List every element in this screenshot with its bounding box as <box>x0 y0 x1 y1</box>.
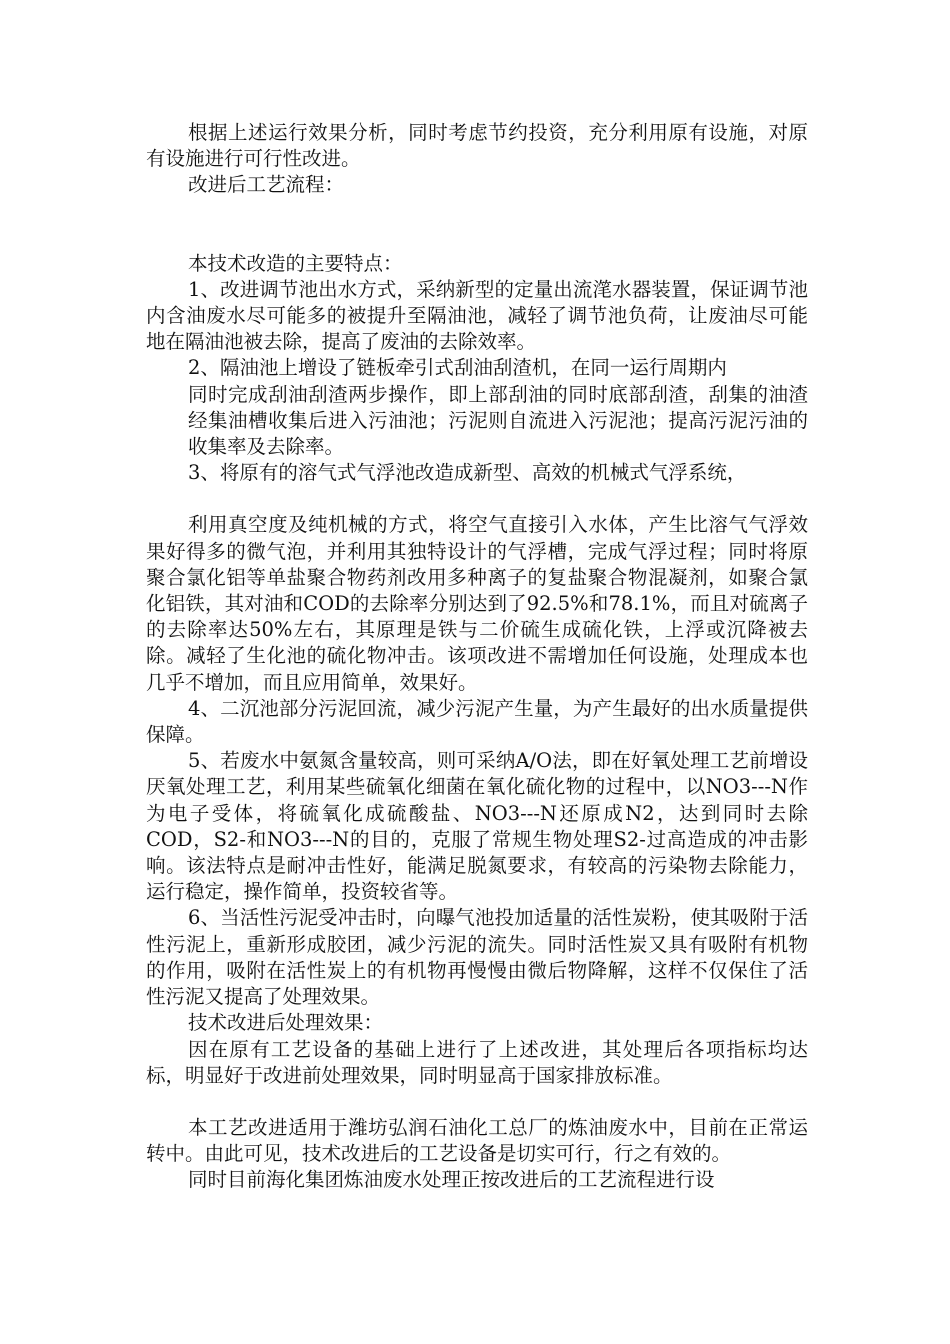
paragraph-intro: 根据上述运行效果分析，同时考虑节约投资，充分利用原有设施，对原有设施进行可行性改进。 <box>146 121 808 171</box>
paragraph-feature-5: 5、若废水中氨氮含量较高，则可采纳A/O法，即在好氧处理工艺前增设厌氧处理工艺，利用某些硫氧化细菌在氧化硫化物的过程中，以NO3---N作为电子受体，将硫氧化成硫酸盐、NO3---N还原成N2，达到同时去除COD，S2-和NO3---N的目的，克服了常规生物处理S2-过高造成的冲击影响。该法特点是耐冲击性好，能满足脱氮要求，有较高的污染物去除能力，运行稳定，操作简单，投资较省等。 <box>146 749 808 904</box>
heading-process-flow: 改进后工艺流程： <box>188 173 345 197</box>
document-body <box>146 120 808 1194</box>
paragraph-results: 因在原有工艺设备的基础上进行了上述改进，其处理后各项指标均达标，明显好于改进前处理效果，同时明显高于国家排放标准。 <box>146 1037 808 1087</box>
paragraph-feature-1: 1、改进调节池出水方式，采纳新型的定量出流滗水器装置，保证调节池内含油废水尽可能多的被提升至隔油池，减轻了调节池负荷，让废油尽可能地在隔油池被去除，提高了废油的去除效率。 <box>146 277 808 354</box>
spacer <box>146 486 808 512</box>
paragraph-feature-2: 2、隔油池上增设了链板牵引式刮油刮渣机，在同一运行周期内 <box>188 356 727 380</box>
paragraph-feature-2-cont: 同时完成刮油刮渣两步操作，即上部刮油的同时底部刮渣，刮集的油渣经集油槽收集后进入污油池；污泥则自流进入污泥池；提高污泥污油的收集率及去除率。 <box>188 382 808 459</box>
heading-main-features: 本技术改造的主要特点： <box>188 251 403 275</box>
paragraph-feature-3: 3、将原有的溶气式气浮池改造成新型、高效的机械式气浮系统， <box>188 461 747 485</box>
paragraph-haihua: 同时目前海化集团炼油废水处理正按改进后的工艺流程进行设 <box>188 1168 715 1192</box>
flowchart-placeholder <box>146 199 808 251</box>
spacer <box>146 1089 808 1115</box>
paragraph-feature-4: 4、二沉池部分污泥回流，减少污泥产生量，为产生最好的出水质量提供保障。 <box>146 696 808 747</box>
heading-results: 技术改进后处理效果： <box>188 1011 384 1035</box>
paragraph-feature-6: 6、当活性污泥受冲击时，向曝气池投加适量的活性炭粉，使其吸附于活性污泥上，重新形成胶团，减少污泥的流失。同时活性炭又具有吸附有机物的作用，吸附在活性炭上的有机物再慢慢由微后物降解，这样不仅保住了活性污泥又提高了处理效果。 <box>146 906 808 1009</box>
paragraph-feature-3-cont: 利用真空度及纯机械的方式，将空气直接引入水体，产生比溶气气浮效果好得多的微气泡，并利用其独特设计的气浮槽，完成气浮过程；同时将原聚合氯化铝等单盐聚合物药剂改用多种离子的复盐聚合物混凝剂，如聚合氯化铝铁，其对油和COD的去除率分别达到了92.5%和78.1%，而且对硫离子的去除率达50%左右，其原理是铁与二价硫生成硫化铁，上浮或沉降被去除。减轻了生化池的硫化物冲击。该项改进不需增加任何设施，处理成本也几乎不增加，而且应用简单，效果好。 <box>146 513 808 694</box>
paragraph-application: 本工艺改进适用于潍坊弘润石油化工总厂的炼油废水中，目前在正常运转中。由此可见，技术改进后的工艺设备是切实可行，行之有效的。 <box>146 1115 808 1166</box>
